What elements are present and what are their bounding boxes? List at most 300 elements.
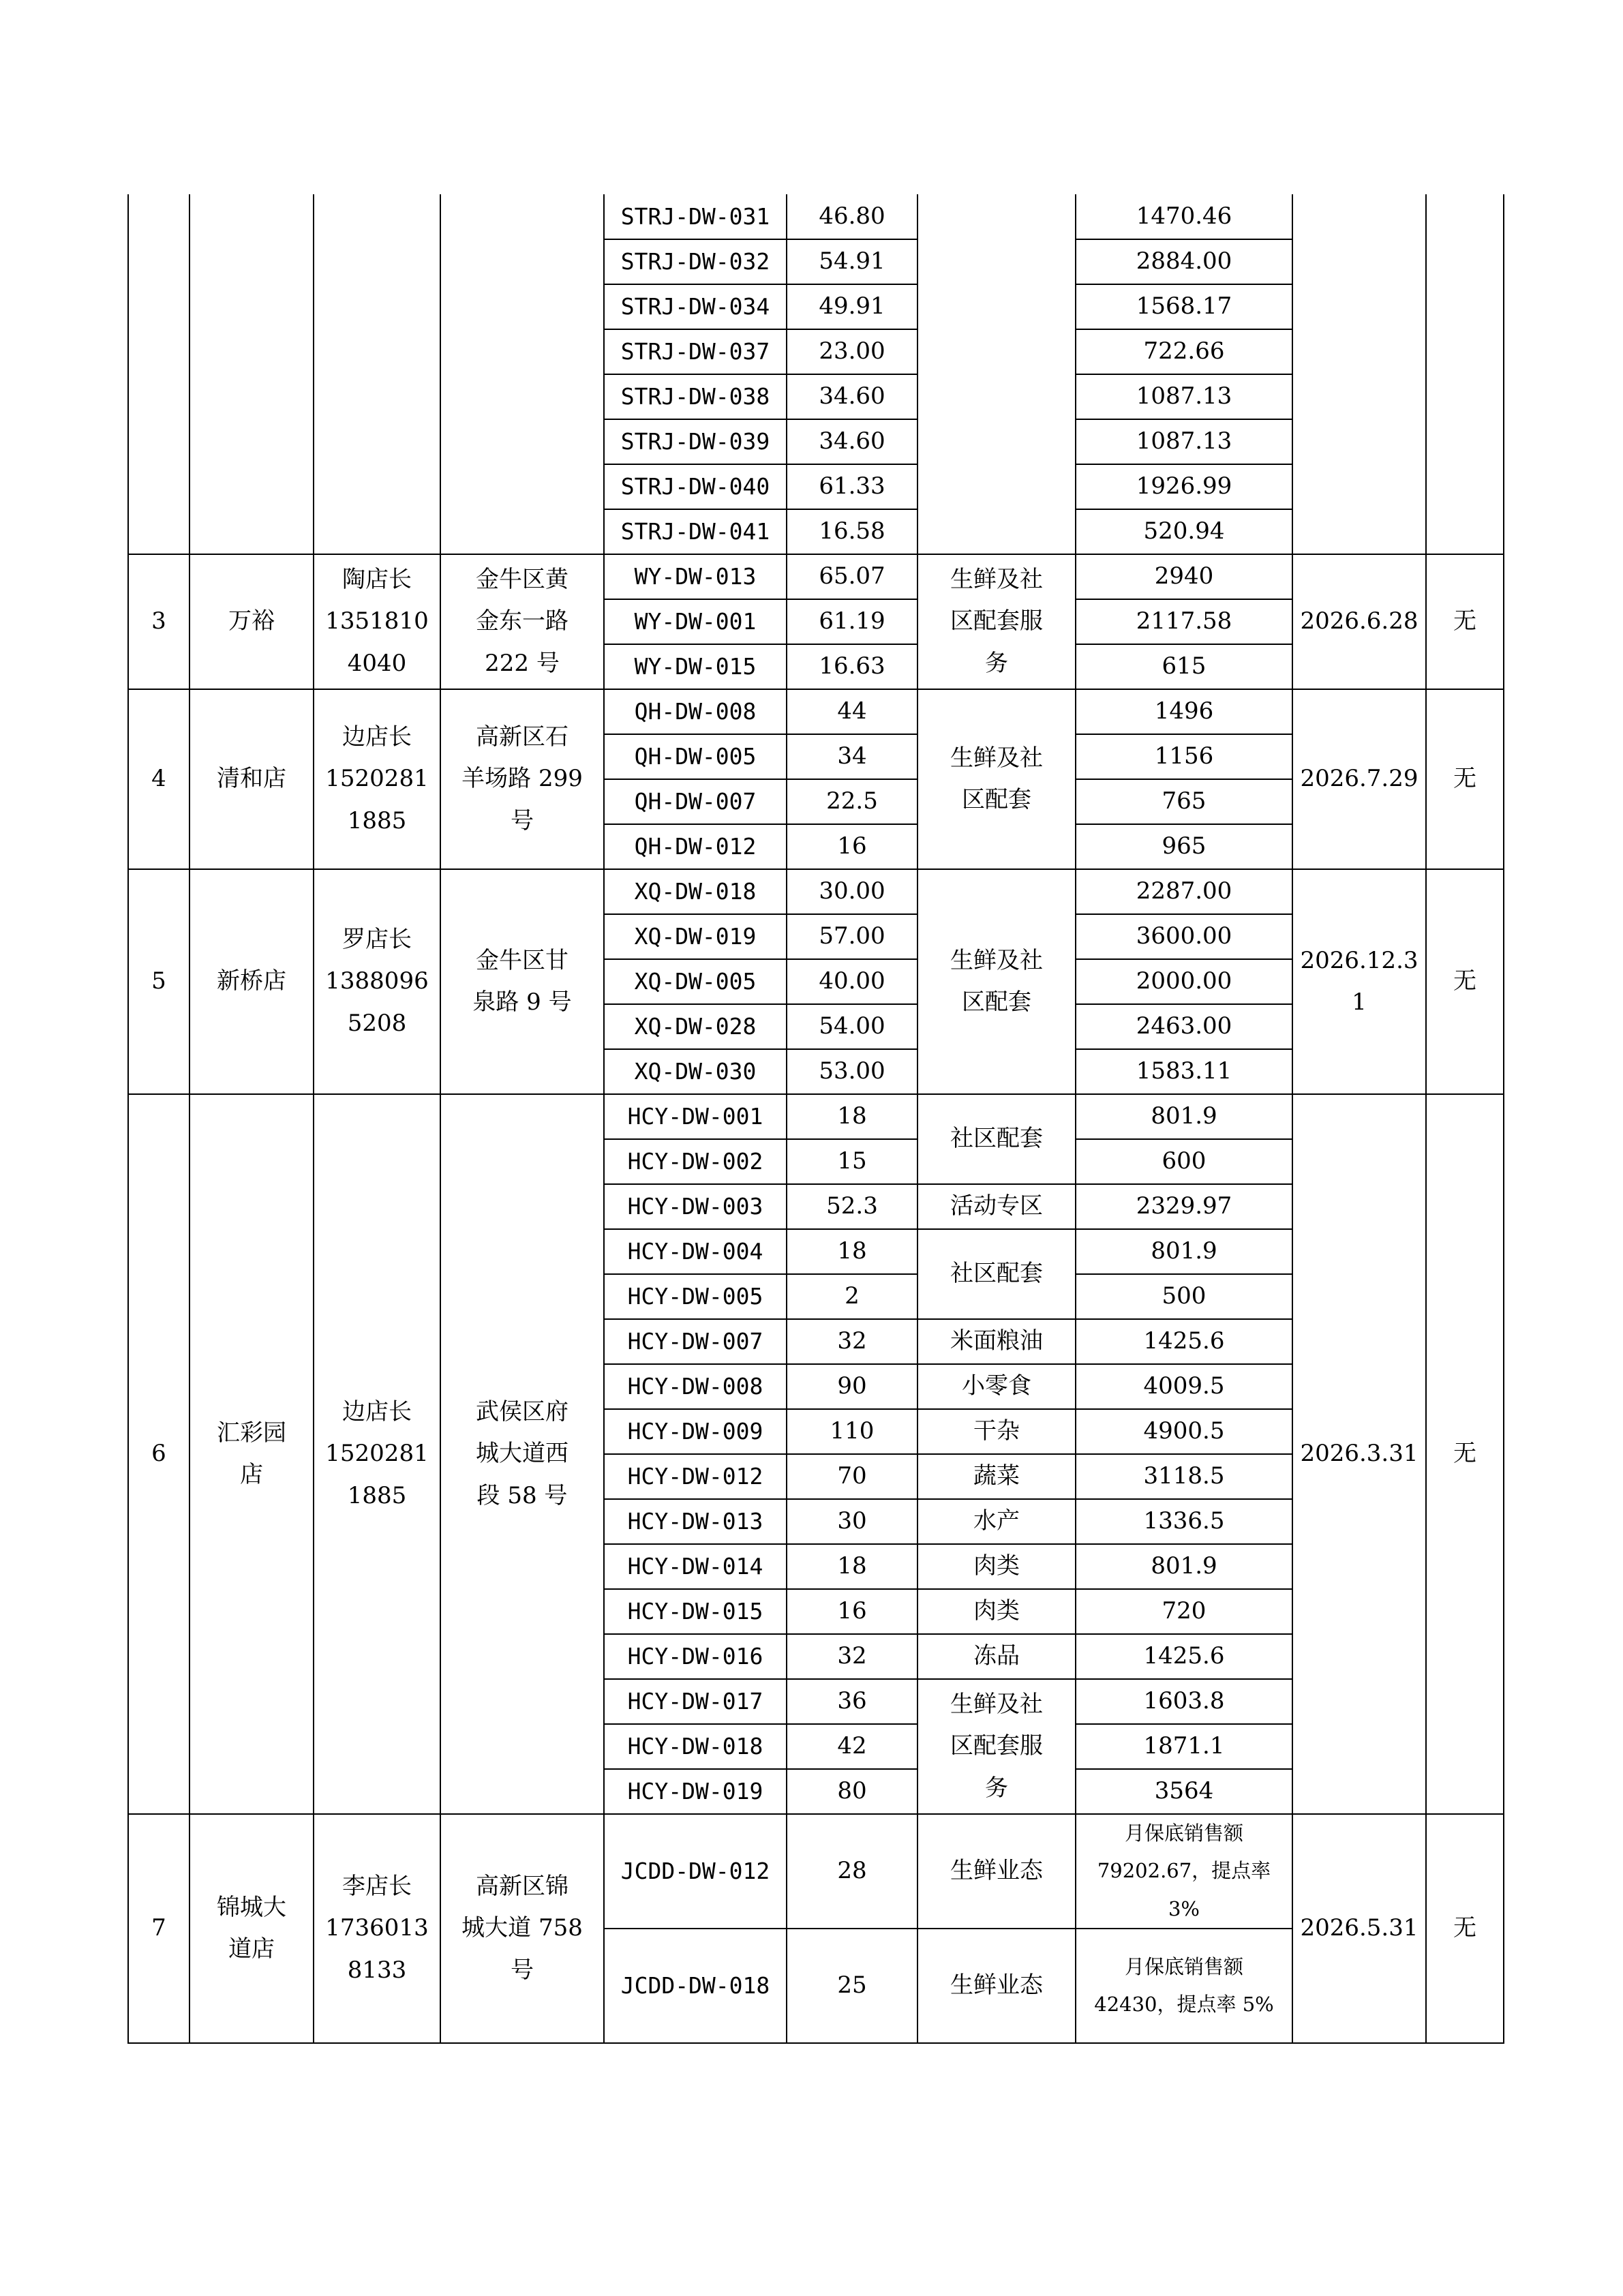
rent-amount-text: 1568.17: [1136, 292, 1232, 320]
rent-amount: [1076, 1454, 1292, 1499]
business-use: [917, 1184, 1076, 1229]
business-use: [917, 1499, 1076, 1544]
rent-amount: [1076, 1274, 1292, 1319]
row-number: [128, 869, 189, 1094]
unit-area: [787, 1319, 917, 1364]
store-name: [189, 1814, 314, 2043]
unit-code-text: XQ-DW-005: [634, 968, 757, 995]
unit-code-text: STRJ-DW-032: [620, 248, 770, 275]
unit-area: [787, 1589, 917, 1634]
unit-area-text: 16.63: [819, 652, 885, 680]
rent-amount-text: 1871.1: [1143, 1732, 1225, 1760]
unit-area: [787, 914, 917, 959]
business-use-text: 水产: [973, 1507, 1020, 1535]
unit-code: [604, 689, 787, 734]
lease-expiry: [1292, 689, 1426, 869]
unit-area-text: 57.00: [819, 922, 885, 950]
store-name-text: 新桥店: [217, 967, 286, 995]
unit-code-text: QH-DW-008: [634, 698, 757, 725]
rent-amount: [1076, 1814, 1292, 1929]
unit-area-text: 80: [837, 1777, 867, 1805]
unit-area: [787, 1544, 917, 1589]
unit-code: [604, 914, 787, 959]
unit-code: [604, 1499, 787, 1544]
business-use: [917, 194, 1076, 554]
store-name: [189, 554, 314, 689]
store-contact-text: 边店长 1520281 1885: [325, 1398, 429, 1509]
business-use-text: 蔬菜: [973, 1462, 1020, 1490]
row-number-text: 4: [151, 765, 166, 793]
unit-code-text: HCY-DW-013: [627, 1508, 763, 1535]
business-use: [917, 1364, 1076, 1409]
row-number: [128, 1814, 189, 2043]
unit-area-text: 34: [837, 742, 867, 770]
business-use: [917, 1409, 1076, 1454]
rent-amount: [1076, 1929, 1292, 2043]
business-use: [917, 689, 1076, 869]
unit-code: [604, 1094, 787, 1139]
unit-area-text: 36: [837, 1687, 867, 1715]
rent-amount-text: 722.66: [1143, 337, 1225, 365]
unit-code-text: XQ-DW-030: [634, 1058, 757, 1085]
unit-code-text: HCY-DW-001: [627, 1103, 763, 1130]
unit-code-text: HCY-DW-016: [627, 1643, 763, 1670]
unit-code-text: HCY-DW-019: [627, 1778, 763, 1805]
store-contact: [314, 554, 440, 689]
unit-area: [787, 1004, 917, 1049]
business-use: [917, 869, 1076, 1094]
lease-expiry: [1292, 1814, 1426, 2043]
rent-amount-text: 2940: [1154, 562, 1214, 590]
business-use: [917, 1229, 1076, 1319]
unit-area: [787, 1139, 917, 1184]
unit-code-text: HCY-DW-003: [627, 1193, 763, 1220]
rent-amount: [1076, 599, 1292, 644]
unit-area: [787, 194, 917, 239]
rent-amount-text: 801.9: [1151, 1237, 1217, 1265]
rent-amount: [1076, 1409, 1292, 1454]
rent-amount-text: 4900.5: [1143, 1417, 1225, 1445]
unit-area: [787, 644, 917, 689]
business-use-text: 社区配套: [950, 1125, 1043, 1153]
unit-area-text: 54.00: [819, 1012, 885, 1040]
store-address: [440, 1094, 604, 1814]
unit-area-text: 61.33: [819, 472, 885, 500]
lease-expiry-text: 2026.5.31: [1300, 1914, 1419, 1942]
unit-code-text: JCDD-DW-018: [620, 1972, 770, 1999]
unit-code-text: QH-DW-005: [634, 743, 757, 770]
unit-area-text: 110: [830, 1417, 875, 1445]
rent-amount-text: 1087.13: [1136, 427, 1232, 455]
rent-amount-text: 2117.58: [1136, 607, 1232, 635]
remark: [1426, 869, 1504, 1094]
unit-code: [604, 329, 787, 374]
remark-text: 无: [1453, 967, 1476, 995]
unit-area: [787, 1409, 917, 1454]
store-name-text: 万裕: [228, 607, 275, 635]
store-name: [189, 869, 314, 1094]
unit-code: [604, 1814, 787, 1929]
remark: [1426, 554, 1504, 689]
business-use-text: 肉类: [973, 1597, 1020, 1625]
business-use-text: 干杂: [973, 1417, 1020, 1445]
rent-amount-text: 765: [1162, 787, 1207, 815]
unit-area-text: 18: [837, 1552, 867, 1580]
unit-area-text: 16.58: [819, 517, 885, 545]
unit-code: [604, 869, 787, 914]
unit-code-text: STRJ-DW-038: [620, 383, 770, 410]
unit-area-text: 54.91: [819, 247, 885, 275]
rent-amount: [1076, 1094, 1292, 1139]
business-use-text: 活动专区: [950, 1192, 1043, 1220]
store-address: [440, 869, 604, 1094]
unit-area-text: 46.80: [819, 202, 885, 230]
store-name: [189, 689, 314, 869]
unit-code-text: HCY-DW-015: [627, 1598, 763, 1625]
remark-text: 无: [1453, 1440, 1476, 1468]
table-row: [128, 869, 1504, 914]
rent-amount: [1076, 1634, 1292, 1679]
rent-amount: [1076, 1229, 1292, 1274]
unit-area-text: 53.00: [819, 1057, 885, 1085]
row-number-text: 6: [151, 1440, 166, 1468]
unit-code: [604, 554, 787, 599]
rent-amount: [1076, 464, 1292, 509]
store-name: [189, 1094, 314, 1814]
store-name: [189, 194, 314, 554]
unit-code: [604, 239, 787, 284]
rent-amount-text: 1470.46: [1136, 202, 1232, 230]
store-address: [440, 1814, 604, 2043]
business-use: [917, 1544, 1076, 1589]
store-contact: [314, 689, 440, 869]
rent-amount-text: 1603.8: [1143, 1687, 1225, 1715]
rent-amount-text: 4009.5: [1143, 1372, 1225, 1400]
unit-code: [604, 419, 787, 464]
unit-code-text: QH-DW-012: [634, 833, 757, 860]
unit-code-text: HCY-DW-018: [627, 1733, 763, 1760]
unit-code-text: STRJ-DW-031: [620, 202, 770, 230]
store-name-text: 清和店: [217, 765, 286, 793]
unit-code-text: XQ-DW-019: [634, 923, 757, 950]
unit-area: [787, 239, 917, 284]
store-contact-text: 罗店长 1388096 5208: [325, 926, 429, 1037]
rent-amount: [1076, 1364, 1292, 1409]
rent-amount-text: 615: [1162, 652, 1207, 680]
business-use-text: 米面粮油: [950, 1327, 1043, 1355]
rent-amount: [1076, 284, 1292, 329]
unit-code: [604, 1184, 787, 1229]
business-use-text: 生鲜及社 区配套: [950, 744, 1043, 813]
unit-code: [604, 1679, 787, 1724]
lease-expiry-text: 2026.7.29: [1300, 765, 1419, 793]
store-lease-table: [127, 194, 1504, 2044]
unit-area-text: 65.07: [819, 562, 885, 590]
unit-area: [787, 779, 917, 824]
business-use: [917, 1929, 1076, 2043]
unit-area: [787, 464, 917, 509]
unit-area-text: 22.5: [826, 787, 878, 815]
rent-amount-text: 1496: [1154, 697, 1214, 725]
unit-area-text: 49.91: [819, 292, 885, 320]
rent-amount-text: 1087.13: [1136, 382, 1232, 410]
unit-code: [604, 1544, 787, 1589]
unit-code: [604, 1049, 787, 1094]
unit-area: [787, 1634, 917, 1679]
store-address-text: 高新区锦 城大道 758 号: [461, 1873, 583, 1984]
unit-code: [604, 1929, 787, 2043]
business-use: [917, 1589, 1076, 1634]
rent-amount: [1076, 419, 1292, 464]
rent-amount-text: 1425.6: [1143, 1327, 1225, 1355]
table-row: [128, 689, 1504, 734]
business-use-text: 小零食: [962, 1372, 1031, 1400]
store-contact-text: 陶店长 1351810 4040: [325, 566, 429, 677]
unit-area-text: 28: [837, 1857, 867, 1885]
table-row: [128, 1094, 1504, 1139]
remark-text: 无: [1453, 1914, 1476, 1942]
unit-code: [604, 1724, 787, 1769]
unit-area: [787, 1454, 917, 1499]
unit-code: [604, 1454, 787, 1499]
store-address-text: 武侯区府 城大道西 段 58 号: [476, 1398, 568, 1509]
rent-amount-text: 3118.5: [1143, 1462, 1225, 1490]
unit-code: [604, 284, 787, 329]
rent-amount: [1076, 1544, 1292, 1589]
unit-area-text: 61.19: [819, 607, 885, 635]
unit-code-text: HCY-DW-017: [627, 1688, 763, 1715]
business-use-text: 生鲜业态: [950, 1857, 1043, 1885]
unit-code-text: QH-DW-007: [634, 788, 757, 815]
unit-code-text: STRJ-DW-037: [620, 338, 770, 365]
unit-code: [604, 644, 787, 689]
store-contact: [314, 194, 440, 554]
unit-code-text: WY-DW-015: [634, 653, 757, 680]
unit-area-text: 30: [837, 1507, 867, 1535]
rent-amount: [1076, 1769, 1292, 1814]
business-use-text: 冻品: [973, 1642, 1020, 1670]
unit-code: [604, 959, 787, 1004]
rent-amount-text: 2287.00: [1136, 877, 1232, 905]
store-contact-text: 李店长 1736013 8133: [325, 1873, 429, 1984]
unit-code-text: HCY-DW-014: [627, 1553, 763, 1580]
store-address-text: 高新区石 羊场路 299 号: [461, 723, 583, 834]
unit-area-text: 44: [837, 697, 867, 725]
unit-area: [787, 1769, 917, 1814]
unit-area-text: 18: [837, 1102, 867, 1130]
unit-code: [604, 1319, 787, 1364]
unit-area-text: 15: [837, 1147, 867, 1175]
rent-amount-text: 2000.00: [1136, 967, 1232, 995]
unit-area-text: 2: [845, 1282, 860, 1310]
rent-amount: [1076, 734, 1292, 779]
unit-area: [787, 1679, 917, 1724]
unit-area: [787, 554, 917, 599]
lease-expiry: [1292, 869, 1426, 1094]
unit-area: [787, 1094, 917, 1139]
unit-code: [604, 824, 787, 869]
unit-area: [787, 1929, 917, 2043]
rent-amount-text: 2329.97: [1136, 1192, 1232, 1220]
row-number-text: 3: [151, 607, 166, 635]
rent-amount: [1076, 1499, 1292, 1544]
unit-area-text: 90: [837, 1372, 867, 1400]
remark: [1426, 1814, 1504, 2043]
rent-amount-text: 600: [1162, 1147, 1207, 1175]
lease-expiry: [1292, 554, 1426, 689]
row-number-text: 7: [151, 1914, 166, 1942]
rent-amount-text: 2463.00: [1136, 1012, 1232, 1040]
business-use: [917, 1634, 1076, 1679]
store-contact: [314, 869, 440, 1094]
rent-amount-text: 801.9: [1151, 1102, 1217, 1130]
unit-area-text: 30.00: [819, 877, 885, 905]
unit-code-text: STRJ-DW-034: [620, 293, 770, 320]
store-name-text: 汇彩园 店: [217, 1419, 286, 1488]
unit-area: [787, 599, 917, 644]
unit-area: [787, 1724, 917, 1769]
unit-code-text: STRJ-DW-039: [620, 428, 770, 455]
unit-area: [787, 1229, 917, 1274]
unit-code-text: HCY-DW-005: [627, 1283, 763, 1310]
unit-area-text: 70: [837, 1462, 867, 1490]
row-number-text: 5: [151, 967, 166, 995]
unit-code-text: JCDD-DW-012: [620, 1858, 770, 1885]
unit-area: [787, 1049, 917, 1094]
rent-amount: [1076, 374, 1292, 419]
rent-amount-text: 965: [1162, 832, 1207, 860]
unit-area: [787, 824, 917, 869]
rent-amount-text: 1583.11: [1136, 1057, 1232, 1085]
unit-area: [787, 1184, 917, 1229]
unit-code: [604, 1364, 787, 1409]
unit-code-text: HCY-DW-009: [627, 1418, 763, 1445]
lease-expiry: [1292, 1094, 1426, 1814]
rent-amount: [1076, 644, 1292, 689]
unit-area: [787, 374, 917, 419]
lease-expiry: [1292, 194, 1426, 554]
row-number: [128, 194, 189, 554]
rent-amount-text: 1336.5: [1143, 1507, 1225, 1535]
unit-area-text: 18: [837, 1237, 867, 1265]
unit-code: [604, 374, 787, 419]
row-number: [128, 1094, 189, 1814]
unit-area-text: 40.00: [819, 967, 885, 995]
rent-amount: [1076, 1004, 1292, 1049]
rent-amount: [1076, 1184, 1292, 1229]
table-row: [128, 1814, 1504, 1929]
remark: [1426, 1094, 1504, 1814]
rent-amount: [1076, 959, 1292, 1004]
rent-amount-text: 801.9: [1151, 1552, 1217, 1580]
unit-code-text: HCY-DW-012: [627, 1463, 763, 1490]
business-use: [917, 1454, 1076, 1499]
rent-amount-text: 500: [1162, 1282, 1207, 1310]
rent-amount: [1076, 509, 1292, 554]
unit-code: [604, 464, 787, 509]
store-contact-text: 边店长 1520281 1885: [325, 723, 429, 834]
business-use-text: 社区配套: [950, 1260, 1043, 1288]
rent-amount: [1076, 1679, 1292, 1724]
unit-code: [604, 1769, 787, 1814]
rent-amount: [1076, 194, 1292, 239]
store-address: [440, 554, 604, 689]
rent-amount-text: 720: [1162, 1597, 1207, 1625]
unit-code-text: STRJ-DW-040: [620, 473, 770, 500]
rent-amount-text: 2884.00: [1136, 247, 1232, 275]
row-number: [128, 554, 189, 689]
table-row: [128, 194, 1504, 239]
unit-code: [604, 1589, 787, 1634]
unit-code: [604, 1634, 787, 1679]
store-address: [440, 689, 604, 869]
remark-text: 无: [1453, 607, 1476, 635]
row-number: [128, 689, 189, 869]
unit-code: [604, 1274, 787, 1319]
unit-area-text: 25: [837, 1972, 867, 1999]
rent-amount: [1076, 1724, 1292, 1769]
unit-area-text: 16: [837, 1597, 867, 1625]
unit-area: [787, 284, 917, 329]
unit-code: [604, 1409, 787, 1454]
unit-code: [604, 1004, 787, 1049]
unit-code-text: HCY-DW-008: [627, 1373, 763, 1400]
rent-amount-text: 3564: [1154, 1777, 1214, 1805]
remark: [1426, 689, 1504, 869]
unit-area: [787, 1274, 917, 1319]
rent-amount: [1076, 1049, 1292, 1094]
unit-code-text: WY-DW-001: [634, 608, 757, 635]
unit-code-text: XQ-DW-018: [634, 878, 757, 905]
business-use-text: 生鲜及社 区配套服 务: [950, 566, 1043, 677]
rent-amount-text: 月保底销售额 42430，提点率 5%: [1094, 1954, 1274, 2016]
unit-area: [787, 1499, 917, 1544]
unit-code-text: XQ-DW-028: [634, 1013, 757, 1040]
unit-area: [787, 869, 917, 914]
lease-expiry-text: 2026.3.31: [1300, 1440, 1419, 1468]
unit-area: [787, 734, 917, 779]
unit-area: [787, 959, 917, 1004]
unit-code: [604, 599, 787, 644]
remark: [1426, 194, 1504, 554]
rent-amount: [1076, 1589, 1292, 1634]
unit-area: [787, 509, 917, 554]
store-address: [440, 194, 604, 554]
unit-area-text: 16: [837, 832, 867, 860]
rent-amount-text: 3600.00: [1136, 922, 1232, 950]
business-use: [917, 554, 1076, 689]
store-name-text: 锦城大 道店: [217, 1893, 286, 1963]
unit-code-text: STRJ-DW-041: [620, 518, 770, 545]
unit-code: [604, 1139, 787, 1184]
unit-area: [787, 329, 917, 374]
unit-code: [604, 194, 787, 239]
rent-amount-text: 1926.99: [1136, 472, 1232, 500]
rent-amount-text: 520.94: [1143, 517, 1225, 545]
unit-code: [604, 779, 787, 824]
unit-code-text: HCY-DW-004: [627, 1238, 763, 1265]
business-use: [917, 1319, 1076, 1364]
unit-area: [787, 1814, 917, 1929]
business-use: [917, 1679, 1076, 1814]
unit-code: [604, 1229, 787, 1274]
unit-code-text: WY-DW-013: [634, 563, 757, 590]
rent-amount: [1076, 1139, 1292, 1184]
unit-area: [787, 689, 917, 734]
unit-area: [787, 419, 917, 464]
business-use: [917, 1814, 1076, 1929]
rent-amount: [1076, 869, 1292, 914]
